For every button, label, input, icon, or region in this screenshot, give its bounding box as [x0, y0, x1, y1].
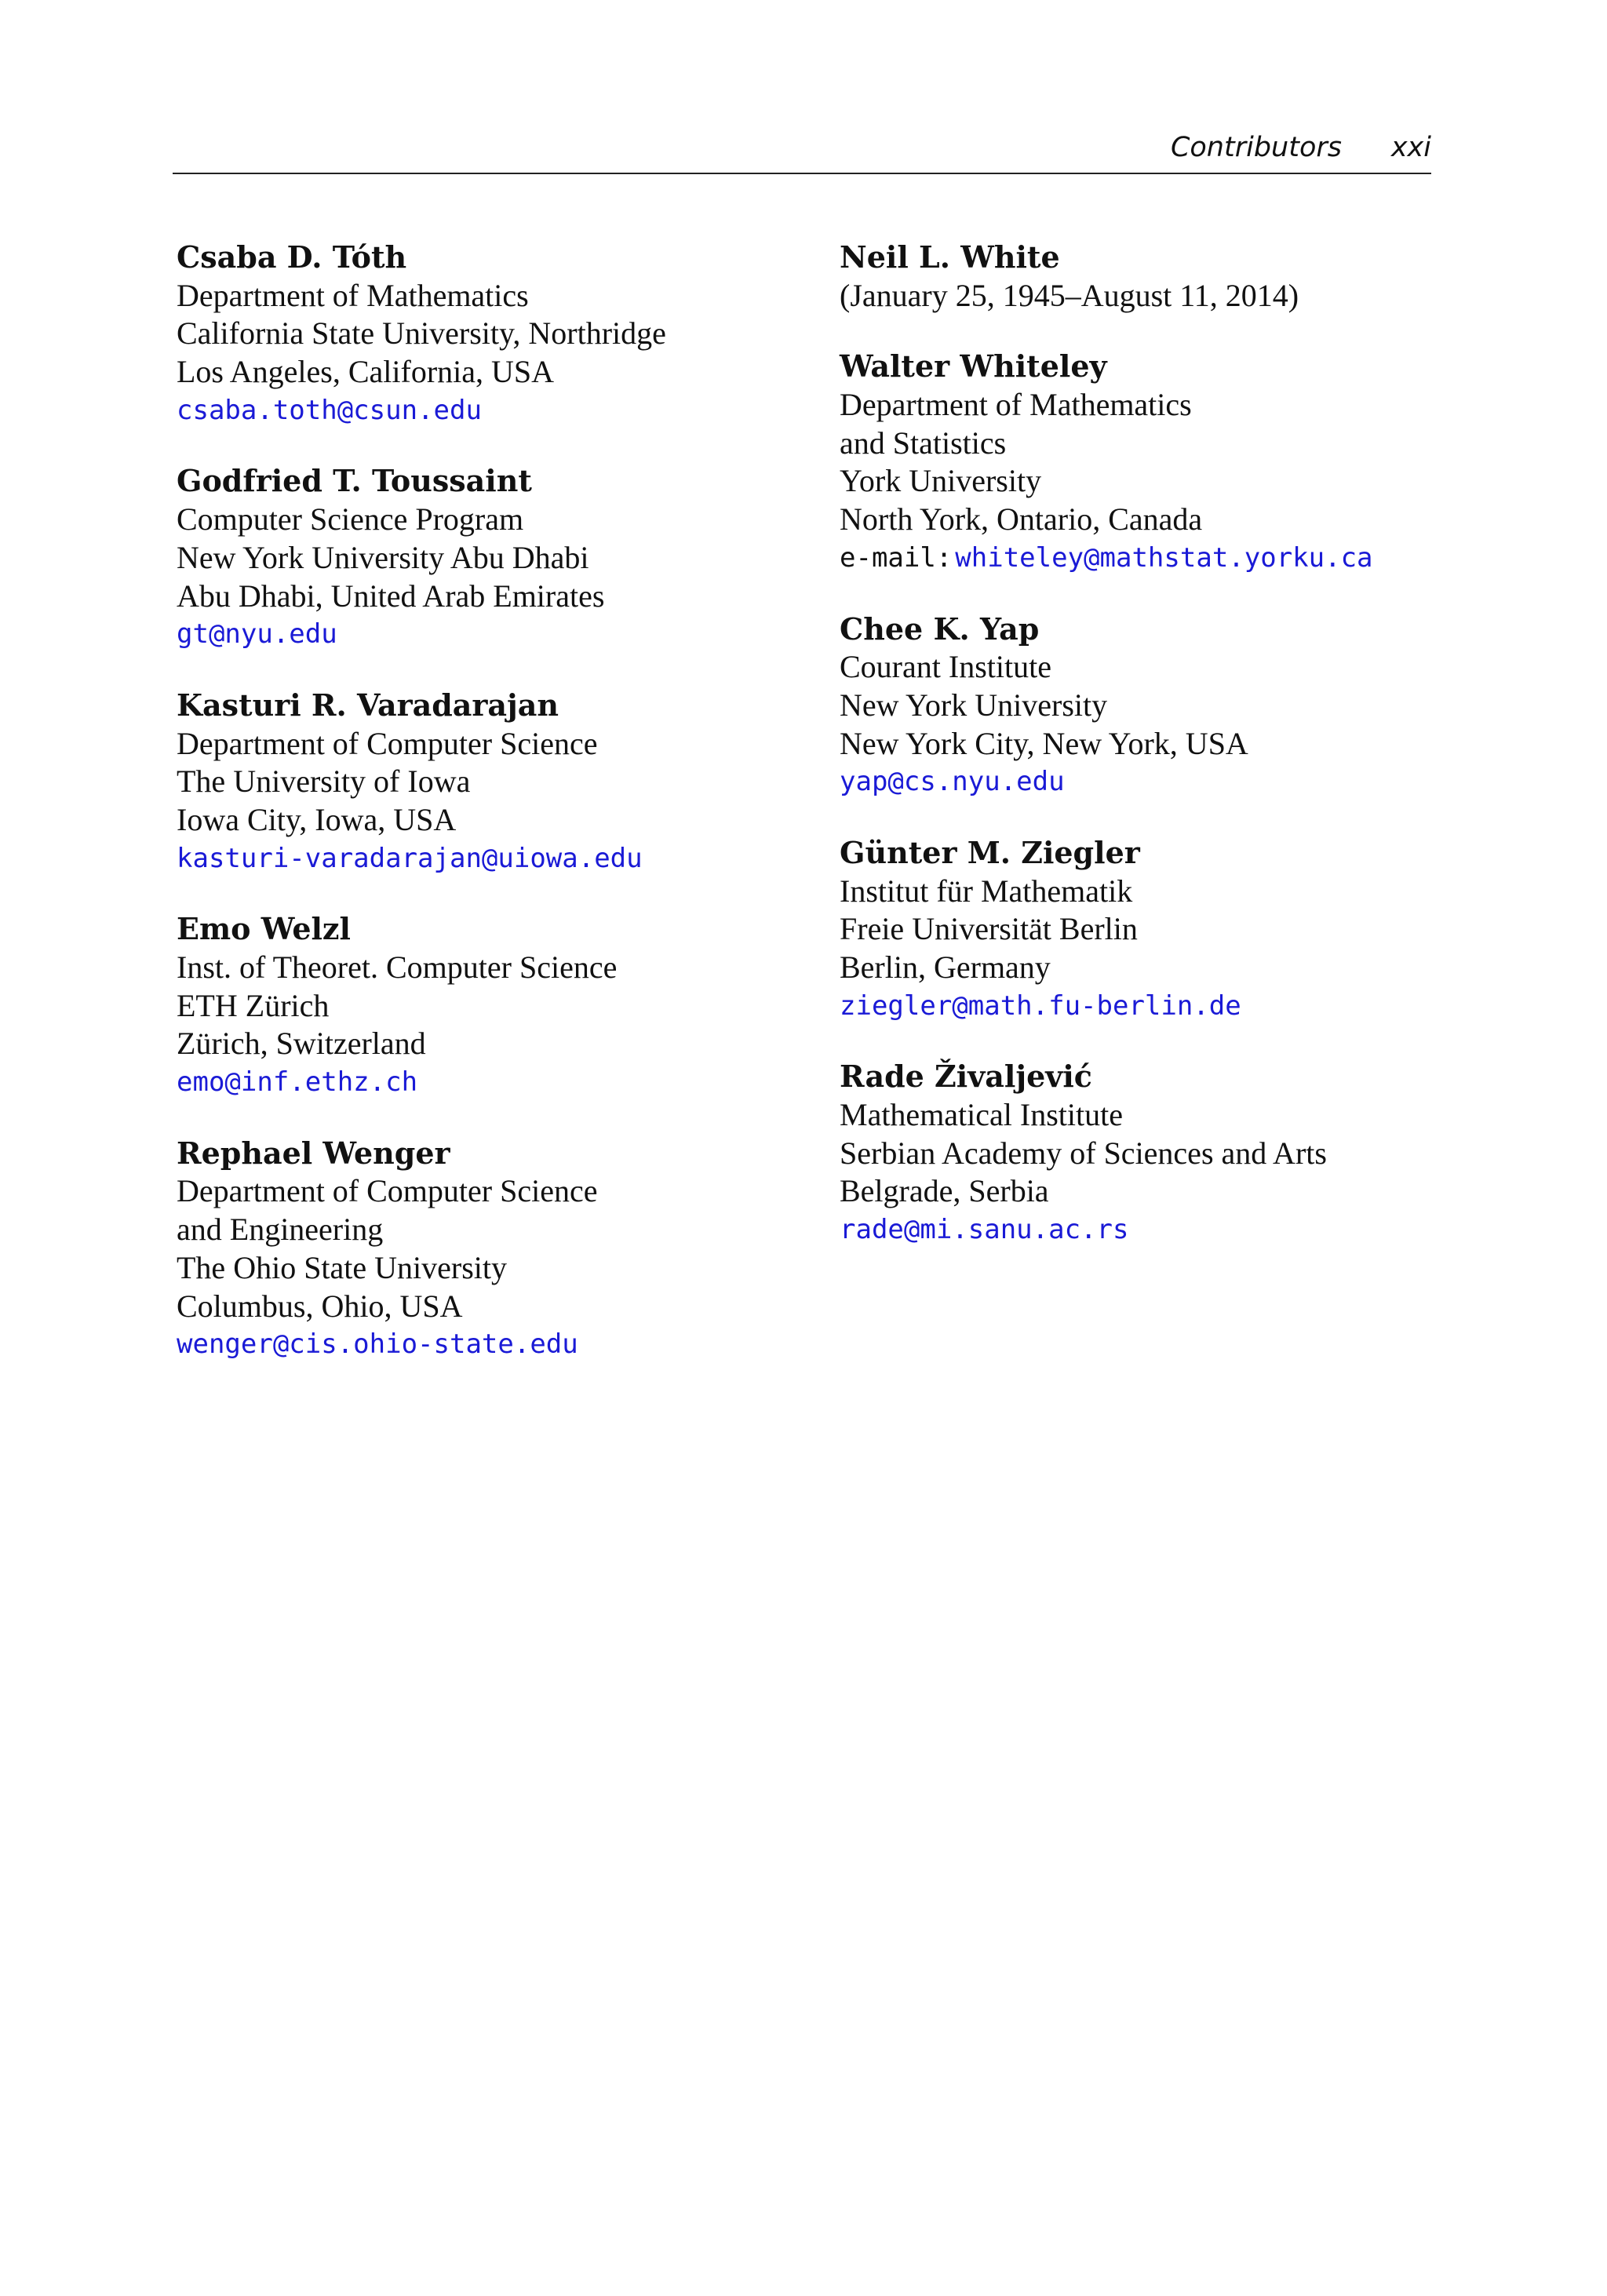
dates-line: (January 25, 1945–August 11, 2014) [840, 277, 1299, 313]
affiliation-line: Columbus, Ohio, USA [177, 1288, 463, 1324]
contributors-column-left [177, 239, 836, 1397]
contributor-name: Rade Živaljević [840, 1059, 1092, 1095]
email-link[interactable]: csaba.toth@csun.edu [177, 394, 482, 426]
contributor-entry [177, 687, 836, 877]
email-link[interactable]: ziegler@math.fu-berlin.de [840, 989, 1241, 1022]
email-link[interactable]: kasturi-varadarajan@uiowa.edu [177, 842, 643, 874]
contributor-entry [840, 239, 1499, 315]
contributor-name: Emo Welzl [177, 911, 351, 947]
affiliation-line: Serbian Academy of Sciences and Arts [840, 1135, 1327, 1171]
affiliation-line: Iowa City, Iowa, USA [177, 801, 457, 837]
affiliation-line: Department of Computer Science [177, 1173, 598, 1209]
contributor-name: Chee K. Yap [840, 610, 1040, 647]
contributor-entry [177, 910, 836, 1101]
contributor-entry [840, 610, 1499, 801]
contributor-name: Günter M. Ziegler [840, 834, 1140, 870]
affiliation-line: Inst. of Theoret. Computer Science [177, 949, 618, 985]
affiliation-line: Department of Computer Science [177, 725, 598, 761]
email-link[interactable]: yap@cs.nyu.edu [840, 766, 1065, 798]
contributor-name: Neil L. White [840, 239, 1060, 275]
affiliation-line: and Statistics [840, 425, 1007, 461]
contributor-entry [840, 1058, 1499, 1248]
contributor-name: Godfried T. Toussaint [177, 463, 532, 499]
contributor-entry [177, 239, 836, 429]
affiliation-line: Computer Science Program [177, 501, 524, 538]
affiliation-line: ETH Zürich [177, 987, 330, 1023]
affiliation-line: Department of Mathematics [177, 277, 529, 313]
affiliation-line: Department of Mathematics [840, 387, 1192, 423]
contributor-entry [177, 1135, 836, 1364]
affiliation-line: Mathematical Institute [840, 1097, 1123, 1133]
contributor-name: Walter Whiteley [840, 348, 1107, 384]
affiliation-line: North York, Ontario, Canada [840, 501, 1203, 538]
contributor-name: Rephael Wenger [177, 1135, 450, 1171]
affiliation-line: York University [840, 463, 1042, 499]
email-prefix: e-mail: [840, 541, 953, 574]
email-link[interactable]: rade@mi.sanu.ac.rs [840, 1214, 1129, 1246]
affiliation-line: New York University [840, 687, 1108, 723]
contributors-column-right [840, 239, 1499, 1282]
affiliation-line: The University of Iowa [177, 764, 471, 800]
email-link[interactable]: whiteley@mathstat.yorku.ca [955, 541, 1373, 574]
email-link[interactable]: wenger@cis.ohio-state.edu [177, 1328, 578, 1361]
affiliation-line: The Ohio State University [177, 1249, 508, 1285]
email-row [840, 539, 1499, 578]
affiliation-line: Institut für Mathematik [840, 873, 1133, 909]
contributor-entry [177, 462, 836, 653]
contributor-entry [840, 348, 1499, 577]
contributor-name: Csaba D. Tóth [177, 239, 407, 275]
page-number: xxi [1390, 132, 1431, 163]
affiliation-line: Belgrade, Serbia [840, 1173, 1049, 1209]
affiliation-line: Abu Dhabi, United Arab Emirates [177, 578, 605, 614]
affiliation-line: New York University Abu Dhabi [177, 539, 589, 575]
contributor-entry [840, 834, 1499, 1025]
affiliation-line: Courant Institute [840, 649, 1051, 685]
affiliation-line: and Engineering [177, 1212, 384, 1248]
affiliation-line: Zürich, Switzerland [177, 1026, 426, 1062]
running-head-title: Contributors [1170, 132, 1342, 163]
contributor-name: Kasturi R. Varadarajan [177, 687, 559, 723]
affiliation-line: Freie Universität Berlin [840, 911, 1138, 947]
affiliation-line: California State University, Northridge [177, 315, 666, 352]
affiliation-line: Berlin, Germany [840, 949, 1051, 985]
affiliation-line: New York City, New York, USA [840, 725, 1248, 761]
email-link[interactable]: emo@inf.ethz.ch [177, 1066, 418, 1099]
running-head [173, 126, 1431, 174]
affiliation-line: Los Angeles, California, USA [177, 354, 555, 390]
email-link[interactable]: gt@nyu.edu [177, 618, 337, 651]
